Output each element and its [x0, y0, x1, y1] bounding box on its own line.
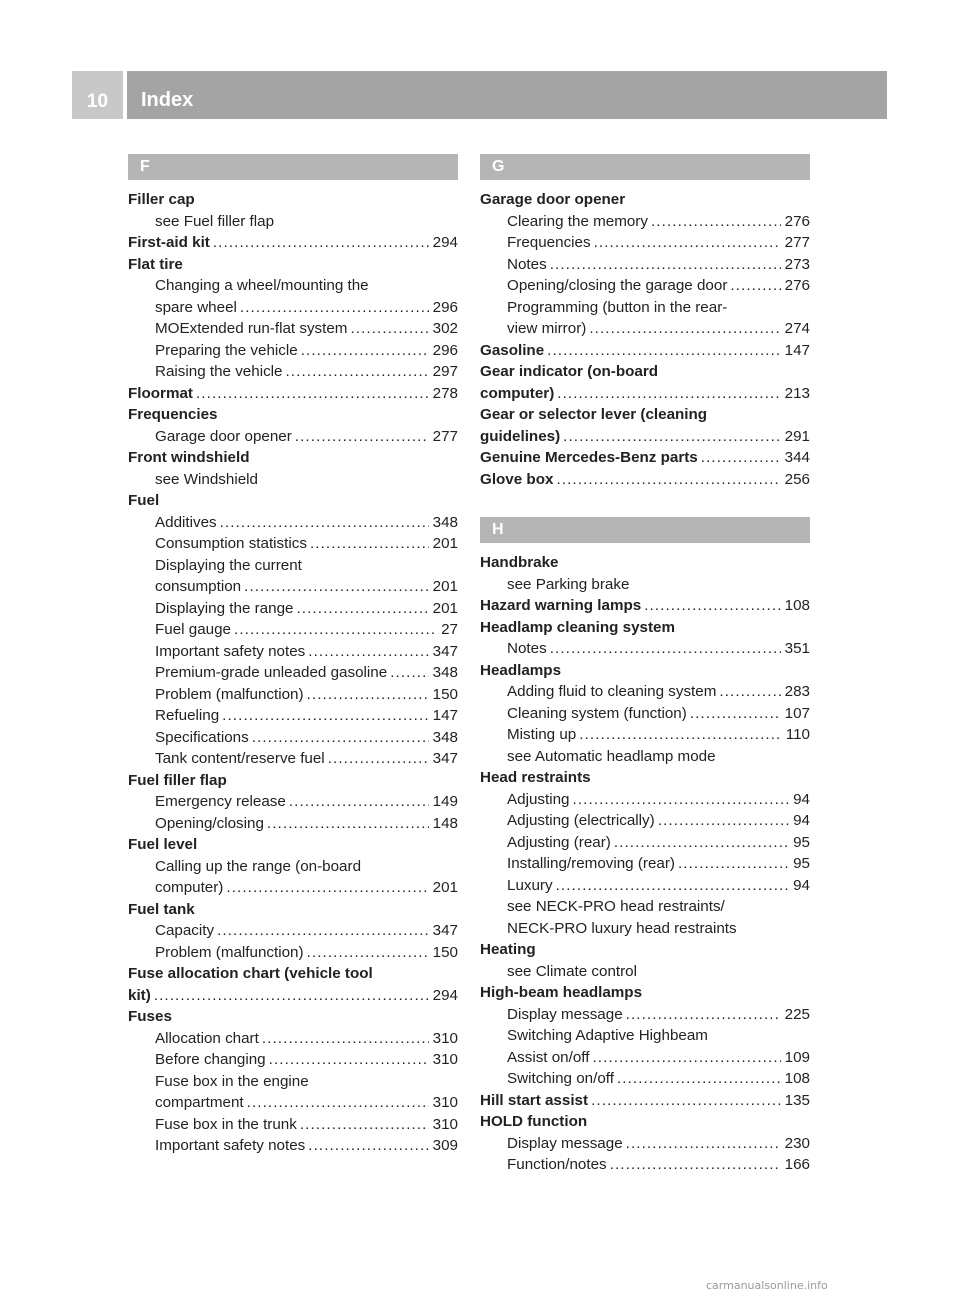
- section-title: Index: [127, 71, 887, 119]
- page-ref[interactable]: 273: [784, 255, 810, 273]
- entry-text: Specifications: [155, 728, 249, 746]
- index-subentry: [480, 254, 810, 276]
- entry-text: Floormat: [128, 384, 193, 402]
- index-subentry: [128, 426, 458, 448]
- section-letter: G: [480, 154, 810, 180]
- entry-text: compartment: [155, 1094, 244, 1111]
- dot-leader: [226, 877, 428, 899]
- entry-text: Emergency release: [155, 793, 286, 810]
- index-subentry: [480, 961, 810, 983]
- index-subentry: [480, 297, 810, 319]
- dot-leader: [308, 1135, 428, 1157]
- index-subentry: [480, 875, 810, 897]
- entry-text: Switching Adaptive Highbeam: [507, 1027, 708, 1044]
- index-subentry: [128, 1071, 458, 1093]
- page-ref[interactable]: 213: [784, 384, 810, 402]
- page-ref[interactable]: 310: [432, 1029, 458, 1047]
- entry-text: MOExtended run-flat system: [155, 320, 348, 337]
- index-subentry: [480, 703, 810, 725]
- entry-text: computer): [480, 384, 555, 402]
- entry-text: Changing a wheel/mounting the: [155, 277, 369, 294]
- page-ref[interactable]: 344: [784, 449, 810, 466]
- index-subentry: [128, 748, 458, 770]
- entry-text: Frequencies: [128, 406, 218, 423]
- dot-leader: [614, 832, 789, 854]
- entry-text: Fuse box in the engine: [155, 1072, 309, 1090]
- index-subentry: [480, 789, 810, 811]
- entry-text: Display message: [507, 1134, 623, 1152]
- entry-text: Adjusting (electrically): [507, 812, 655, 829]
- entry-text: Fuses: [128, 1008, 172, 1025]
- page-ref[interactable]: 296: [432, 341, 458, 359]
- index-entry: [480, 982, 810, 1004]
- index-subentry: [480, 918, 810, 940]
- entry-text: Clearing the memory: [507, 212, 648, 230]
- entry-text: Fuel gauge: [155, 621, 231, 638]
- index-subentry: [128, 512, 458, 534]
- dot-leader: [222, 705, 428, 727]
- index-subentry: [480, 232, 810, 254]
- index-entry: [480, 1090, 810, 1112]
- entry-text: Important safety notes: [155, 1137, 306, 1154]
- index-entry: [128, 770, 458, 792]
- dot-leader: [591, 1090, 781, 1112]
- entry-text: Adjusting (rear): [507, 833, 611, 851]
- entry-text: Preparing the vehicle: [155, 341, 298, 359]
- entry-text: Installing/removing (rear): [507, 855, 675, 872]
- section-gap: [480, 490, 810, 517]
- index-subentry: [128, 1028, 458, 1050]
- section-letter: F: [128, 154, 458, 180]
- entry-text: Function/notes: [507, 1156, 607, 1173]
- index-subentry: [128, 576, 458, 598]
- entry-text: Adjusting: [507, 790, 570, 808]
- index-subentry: [480, 275, 810, 297]
- index-entry: [480, 939, 810, 961]
- index-subentry: [128, 877, 458, 899]
- page-ref[interactable]: 302: [432, 320, 458, 337]
- entry-text: Genuine Mercedes-Benz parts: [480, 449, 698, 466]
- index-entry: [480, 447, 810, 469]
- dot-leader: [701, 447, 781, 469]
- index-entry: [480, 469, 810, 491]
- page-ref[interactable]: 201: [432, 535, 458, 552]
- watermark: carmanualsonline.info: [706, 1279, 828, 1292]
- page-ref[interactable]: 94: [793, 812, 810, 829]
- dot-leader: [267, 813, 429, 835]
- index-entry: [480, 340, 810, 362]
- entry-text: Adding fluid to cleaning system: [507, 683, 717, 700]
- index-subentry: [128, 1092, 458, 1114]
- dot-leader: [626, 1133, 781, 1155]
- page-ref[interactable]: 348: [432, 728, 458, 746]
- entry-text: Opening/closing: [155, 814, 264, 832]
- index-subentry: [128, 318, 458, 340]
- page-ref[interactable]: 277: [432, 427, 458, 445]
- page-ref[interactable]: 310: [432, 1051, 458, 1068]
- dot-leader: [563, 426, 780, 448]
- entry-text: Fuel level: [128, 836, 198, 853]
- index-subentry: [128, 1049, 458, 1071]
- index-subentry: [480, 724, 810, 746]
- page-ref[interactable]: 296: [432, 298, 458, 316]
- index-entry: [128, 254, 458, 276]
- index-subentry: [128, 361, 458, 383]
- page-ref[interactable]: 135: [784, 1091, 810, 1109]
- index-entry: [128, 985, 458, 1007]
- entry-text: Cleaning system (function): [507, 704, 687, 722]
- index-entry: [480, 189, 810, 211]
- dot-leader: [300, 1114, 429, 1136]
- dot-leader: [295, 426, 429, 448]
- entry-text: Calling up the range (on-board: [155, 857, 362, 875]
- dot-leader: [556, 469, 780, 491]
- entry-text: Important safety notes: [155, 642, 306, 660]
- dot-leader: [240, 297, 429, 319]
- index-subentry: [480, 1133, 810, 1155]
- entry-text: Hazard warning lamps: [480, 597, 642, 614]
- entry-text: Gear indicator (on-board: [480, 363, 659, 380]
- dot-leader: [296, 598, 428, 620]
- page-ref[interactable]: 347: [432, 642, 458, 660]
- index-subentry: [128, 598, 458, 620]
- page-ref[interactable]: 166: [784, 1156, 810, 1173]
- dot-leader: [572, 789, 789, 811]
- index-column-right: [480, 154, 810, 1176]
- index-subentry: [480, 211, 810, 233]
- entry-text: Fuel: [128, 492, 160, 509]
- page-ref[interactable]: 150: [432, 943, 458, 961]
- entry-text: spare wheel: [155, 298, 237, 316]
- dot-leader: [350, 318, 428, 340]
- dot-leader: [617, 1068, 781, 1090]
- entry-text: Opening/closing the garage door: [507, 277, 728, 294]
- index-subentry: [480, 681, 810, 703]
- dot-leader: [730, 275, 780, 297]
- page-ref[interactable]: 297: [432, 363, 458, 380]
- entry-text: guidelines): [480, 427, 561, 445]
- entry-text: NECK-PRO luxury head restraints: [507, 919, 737, 937]
- entry-text: Premium-grade unleaded gasoline: [155, 664, 388, 681]
- page-ref[interactable]: 309: [432, 1137, 458, 1154]
- index-subentry: [128, 662, 458, 684]
- dot-leader: [328, 748, 429, 770]
- index-entry: [128, 189, 458, 211]
- dot-leader: [690, 703, 781, 725]
- dot-leader: [244, 576, 429, 598]
- page-ref[interactable]: 108: [784, 1070, 810, 1087]
- dot-leader: [651, 211, 781, 233]
- page-ref[interactable]: 109: [784, 1048, 810, 1066]
- entry-text: Additives: [155, 513, 217, 531]
- dot-leader: [310, 533, 429, 555]
- entry-text: see Windshield: [155, 470, 258, 488]
- index-subentry: [480, 574, 810, 596]
- dot-leader: [289, 791, 429, 813]
- dot-leader: [252, 727, 429, 749]
- index-subentry: [128, 920, 458, 942]
- dot-leader: [678, 853, 789, 875]
- page-ref[interactable]: 147: [432, 707, 458, 724]
- page-ref[interactable]: 27: [441, 621, 458, 638]
- entry-text: Raising the vehicle: [155, 363, 283, 380]
- index-entry: [128, 834, 458, 856]
- entry-text: First-aid kit: [128, 234, 210, 251]
- index-subentry: [480, 1025, 810, 1047]
- index-subentry: [480, 896, 810, 918]
- dot-leader: [213, 232, 429, 254]
- dot-leader: [217, 920, 429, 942]
- page-ref[interactable]: 150: [432, 685, 458, 703]
- entry-text: Problem (malfunction): [155, 943, 304, 961]
- page-ref[interactable]: 351: [784, 640, 810, 657]
- entry-text: see Parking brake: [507, 575, 630, 593]
- index-subentry: [128, 275, 458, 297]
- page-ref[interactable]: 108: [784, 597, 810, 614]
- dot-leader: [550, 254, 781, 276]
- entry-text: kit): [128, 986, 151, 1004]
- dot-leader: [644, 595, 780, 617]
- entry-text: HOLD function: [480, 1113, 588, 1130]
- entry-text: Switching on/off: [507, 1070, 614, 1087]
- entry-text: Fuse box in the trunk: [155, 1115, 297, 1133]
- dot-leader: [556, 875, 790, 897]
- dot-leader: [285, 361, 428, 383]
- dot-leader: [547, 340, 781, 362]
- index-subentry: [128, 727, 458, 749]
- index-subentry: [128, 641, 458, 663]
- entry-text: Flat tire: [128, 255, 183, 273]
- entry-text: Fuse allocation chart (vehicle tool: [128, 965, 373, 982]
- dot-leader: [262, 1028, 429, 1050]
- dot-leader: [234, 619, 437, 641]
- entry-text: Problem (malfunction): [155, 685, 304, 703]
- index-subentry: [128, 1114, 458, 1136]
- dot-leader: [196, 383, 429, 405]
- page-ref[interactable]: 348: [432, 513, 458, 531]
- index-entry: [128, 963, 458, 985]
- index-entry: [480, 426, 810, 448]
- entry-text: Refueling: [155, 707, 220, 724]
- dot-leader: [307, 942, 429, 964]
- dot-leader: [247, 1092, 429, 1114]
- entry-text: Programming (button in the rear-: [507, 298, 728, 316]
- page-ref[interactable]: 230: [784, 1134, 810, 1152]
- index-subentry: [480, 318, 810, 340]
- page-ref[interactable]: 149: [432, 793, 458, 810]
- index-entry: [480, 660, 810, 682]
- entry-text: see NECK-PRO head restraints/: [507, 898, 725, 915]
- index-subentry: [128, 533, 458, 555]
- entry-text: see Automatic headlamp mode: [507, 747, 716, 765]
- entry-text: see Climate control: [507, 962, 637, 980]
- dot-leader: [308, 641, 428, 663]
- index-subentry: [128, 211, 458, 233]
- entry-text: Front windshield: [128, 449, 250, 466]
- index-entry: [128, 490, 458, 512]
- index-subentry: [480, 746, 810, 768]
- entry-text: computer): [155, 879, 224, 896]
- index-column-left: [128, 154, 458, 1157]
- dot-leader: [557, 383, 780, 405]
- page-ref[interactable]: 276: [784, 212, 810, 230]
- page-ref[interactable]: 201: [432, 578, 458, 595]
- index-entry: [128, 899, 458, 921]
- dot-leader: [154, 985, 429, 1007]
- index-subentry: [480, 1004, 810, 1026]
- dot-leader: [626, 1004, 781, 1026]
- page-ref[interactable]: 291: [784, 427, 810, 445]
- index-subentry: [480, 853, 810, 875]
- page-ref[interactable]: 256: [784, 470, 810, 488]
- index-subentry: [128, 705, 458, 727]
- index-subentry: [128, 619, 458, 641]
- page-ref[interactable]: 294: [432, 234, 458, 251]
- entry-text: Garage door opener: [480, 191, 626, 208]
- dot-leader: [579, 724, 782, 746]
- index-entry: [480, 404, 810, 426]
- entry-text: Consumption statistics: [155, 535, 307, 552]
- index-subentry: [480, 810, 810, 832]
- index-subentry: [128, 942, 458, 964]
- dot-leader: [719, 681, 780, 703]
- dot-leader: [307, 684, 429, 706]
- entry-text: Assist on/off: [507, 1048, 590, 1066]
- page-ref[interactable]: 294: [432, 986, 458, 1004]
- entry-text: Luxury: [507, 876, 553, 894]
- index-subentry: [128, 469, 458, 491]
- entry-text: Notes: [507, 255, 547, 273]
- entry-text: Before changing: [155, 1051, 266, 1068]
- entry-text: view mirror): [507, 320, 587, 337]
- entry-text: Capacity: [155, 922, 215, 939]
- entry-text: Display message: [507, 1005, 623, 1023]
- entry-text: consumption: [155, 578, 242, 595]
- index-entry: [128, 383, 458, 405]
- entry-text: Filler cap: [128, 191, 195, 208]
- entry-text: Frequencies: [507, 234, 591, 251]
- page-ref[interactable]: 274: [784, 320, 810, 337]
- index-entry: [128, 404, 458, 426]
- entry-text: Headlamps: [480, 661, 562, 679]
- index-entry: [480, 595, 810, 617]
- entry-text: Heating: [480, 941, 536, 958]
- index-subentry: [480, 832, 810, 854]
- page-ref[interactable]: 201: [432, 599, 458, 617]
- dot-leader: [658, 810, 789, 832]
- dot-leader: [550, 638, 781, 660]
- entry-text: High-beam headlamps: [480, 984, 643, 1001]
- entry-text: Tank content/reserve fuel: [155, 750, 325, 767]
- index-entry: [480, 552, 810, 574]
- dot-leader: [610, 1154, 781, 1176]
- entry-text: see Fuel filler flap: [155, 212, 275, 230]
- entry-text: Displaying the current: [155, 556, 302, 574]
- entry-text: Gasoline: [480, 341, 545, 359]
- page-ref[interactable]: 347: [432, 750, 458, 767]
- page-ref[interactable]: 283: [784, 683, 810, 700]
- entry-text: Fuel tank: [128, 900, 195, 918]
- index-subentry: [128, 340, 458, 362]
- page-ref[interactable]: 310: [432, 1115, 458, 1133]
- index-subentry: [128, 1135, 458, 1157]
- entry-text: Headlamp cleaning system: [480, 618, 675, 636]
- page-ref[interactable]: 147: [784, 341, 810, 359]
- section-letter: H: [480, 517, 810, 543]
- index-entry: [128, 1006, 458, 1028]
- dot-leader: [269, 1049, 429, 1071]
- page-ref[interactable]: 225: [784, 1005, 810, 1023]
- entry-text: Misting up: [507, 726, 577, 743]
- entry-text: Notes: [507, 640, 547, 657]
- index-entry: [480, 1111, 810, 1133]
- entry-text: Displaying the range: [155, 599, 294, 617]
- page-ref[interactable]: 278: [432, 384, 458, 402]
- index-entry: [128, 447, 458, 469]
- entry-text: Allocation chart: [155, 1029, 259, 1047]
- page-ref[interactable]: 201: [432, 879, 458, 896]
- index-entry: [480, 767, 810, 789]
- dot-leader: [390, 662, 428, 684]
- dot-leader: [301, 340, 429, 362]
- index-entry: [480, 361, 810, 383]
- index-subentry: [128, 297, 458, 319]
- page-ref[interactable]: 110: [785, 726, 810, 743]
- page-ref[interactable]: 348: [432, 664, 458, 681]
- page-ref[interactable]: 94: [793, 790, 810, 808]
- entry-text: Handbrake: [480, 554, 559, 571]
- index-subentry: [480, 1068, 810, 1090]
- entry-text: Head restraints: [480, 769, 591, 786]
- entry-text: Glove box: [480, 470, 554, 488]
- index-subentry: [128, 791, 458, 813]
- page-ref[interactable]: 107: [784, 704, 810, 722]
- entry-text: Hill start assist: [480, 1091, 589, 1109]
- page-ref[interactable]: 148: [432, 814, 458, 832]
- dot-leader: [592, 1047, 780, 1069]
- page-ref[interactable]: 277: [784, 234, 810, 251]
- page-ref[interactable]: 276: [784, 277, 810, 294]
- index-entry: [480, 617, 810, 639]
- page-number: 10: [72, 71, 123, 119]
- dot-leader: [220, 512, 429, 534]
- dot-leader: [589, 318, 780, 340]
- index-subentry: [128, 856, 458, 878]
- index-subentry: [128, 555, 458, 577]
- index-entry: [128, 232, 458, 254]
- index-subentry: [480, 1154, 810, 1176]
- index-subentry: [128, 684, 458, 706]
- index-subentry: [480, 638, 810, 660]
- page-ref[interactable]: 310: [432, 1094, 458, 1111]
- entry-text: Fuel filler flap: [128, 771, 227, 789]
- dot-leader: [594, 232, 781, 254]
- page-ref[interactable]: 95: [793, 855, 810, 872]
- index-subentry: [128, 813, 458, 835]
- page-ref[interactable]: 95: [793, 833, 810, 851]
- index-entry: [480, 383, 810, 405]
- index-subentry: [480, 1047, 810, 1069]
- entry-text: Gear or selector lever (cleaning: [480, 406, 708, 423]
- page-ref[interactable]: 94: [793, 876, 810, 894]
- page-ref[interactable]: 347: [432, 922, 458, 939]
- entry-text: Garage door opener: [155, 427, 292, 445]
